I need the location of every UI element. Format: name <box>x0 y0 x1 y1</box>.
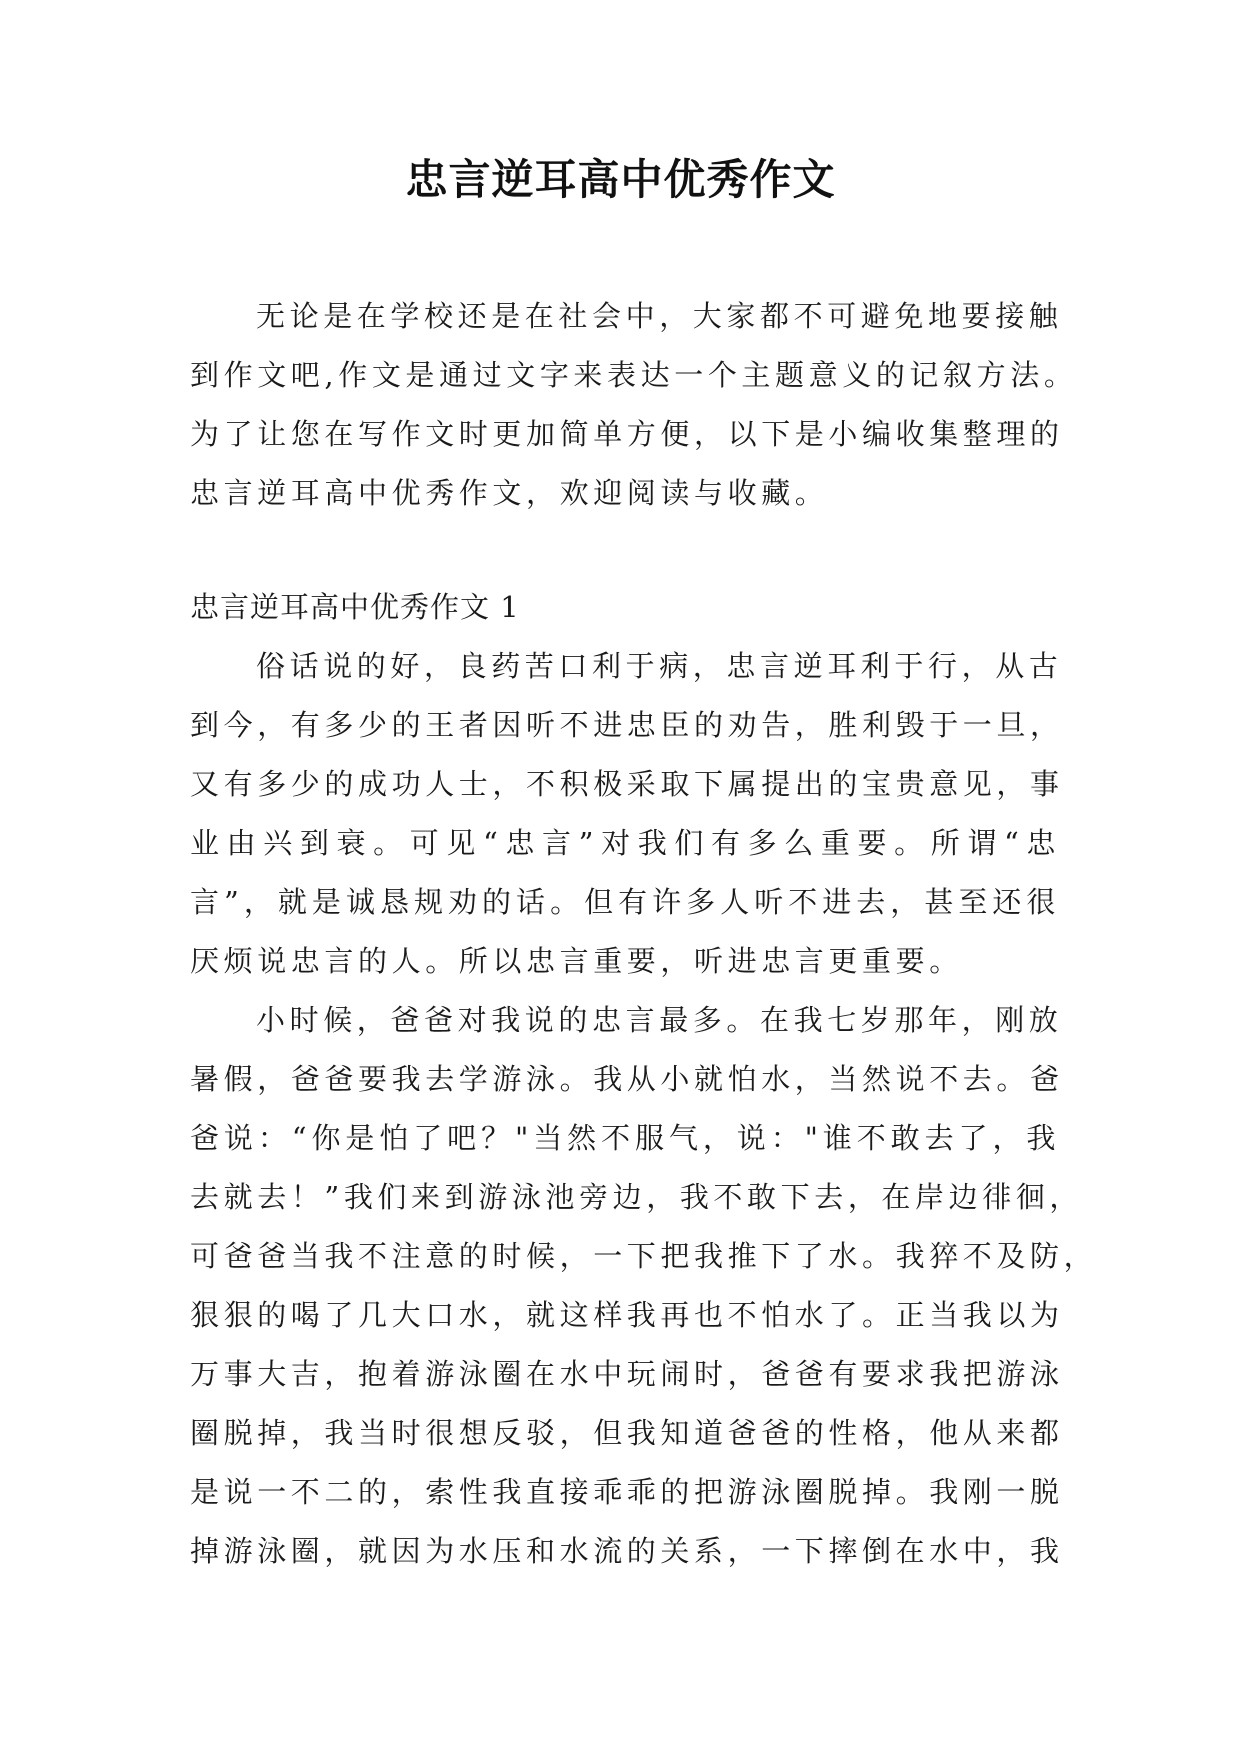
section-heading: 忠言逆耳高中优秀作文 1 <box>190 590 520 624</box>
paragraph-line: 掉游泳圈，就因为水压和水流的关系，一下摔倒在水中，我 <box>190 1534 1064 1568</box>
paragraph-line: 到今，有多少的王者因听不进忠臣的劝告，胜利毁于一旦， <box>190 708 1064 742</box>
paragraph-line: 暑假，爸爸要我去学游泳。我从小就怕水，当然说不去。爸 <box>190 1062 1064 1096</box>
paragraph-line: 小时候，爸爸对我说的忠言最多。在我七岁那年，刚放 <box>256 1003 1063 1037</box>
essay-paragraph-2 <box>190 991 1098 1581</box>
paragraph-line: 圈脱掉，我当时很想反驳，但我知道爸爸的性格，他从来都 <box>190 1416 1064 1450</box>
intro-line: 为了让您在写作文时更加简单方便，以下是小编收集整理的 <box>190 417 1064 451</box>
paragraph-line: 俗话说的好，良药苦口利于病，忠言逆耳利于行，从古 <box>256 649 1063 683</box>
paragraph-line: 业由兴到衰。可见“忠言”对我们有多么重要。所谓“忠 <box>190 826 1060 860</box>
document-title: 忠言逆耳高中优秀作文 <box>405 155 836 204</box>
document-body <box>190 287 1098 1581</box>
paragraph-line: 是说一不二的，索性我直接乖乖的把游泳圈脱掉。我刚一脱 <box>190 1475 1064 1509</box>
paragraph-line: 可爸爸当我不注意的时候，一下把我推下了水。我猝不及防， <box>190 1239 1098 1273</box>
paragraph-line: 言”，就是诚恳规劝的话。但有许多人听不进去，甚至还很 <box>190 885 1060 919</box>
section-spacer <box>190 523 1060 578</box>
paragraph-line: 万事大吉，抱着游泳圈在水中玩闹时，爸爸有要求我把游泳 <box>190 1357 1064 1391</box>
intro-line: 无论是在学校还是在社会中，大家都不可避免地要接触 <box>256 299 1063 333</box>
intro-line: 忠言逆耳高中优秀作文，欢迎阅读与收藏。 <box>190 476 829 510</box>
paragraph-line: 厌烦说忠言的人。所以忠言重要，听进忠言更重要。 <box>190 944 963 978</box>
paragraph-line: 去就去！”我们来到游泳池旁边，我不敢下去，在岸边徘徊， <box>190 1180 1084 1214</box>
paragraph-line: 爸说：“你是怕了吧？"当然不服气，说："谁不敢去了，我 <box>190 1121 1060 1155</box>
essay-paragraph-1 <box>190 637 1064 991</box>
paragraph-line: 又有多少的成功人士，不积极采取下属提出的宝贵意见，事 <box>190 767 1064 801</box>
intro-paragraph <box>190 287 1078 523</box>
paragraph-line: 狠狠的喝了几大口水，就这样我再也不怕水了。正当我以为 <box>190 1298 1064 1332</box>
intro-line: 到作文吧,作文是通过文字来表达一个主题意义的记叙方法。 <box>190 358 1078 392</box>
